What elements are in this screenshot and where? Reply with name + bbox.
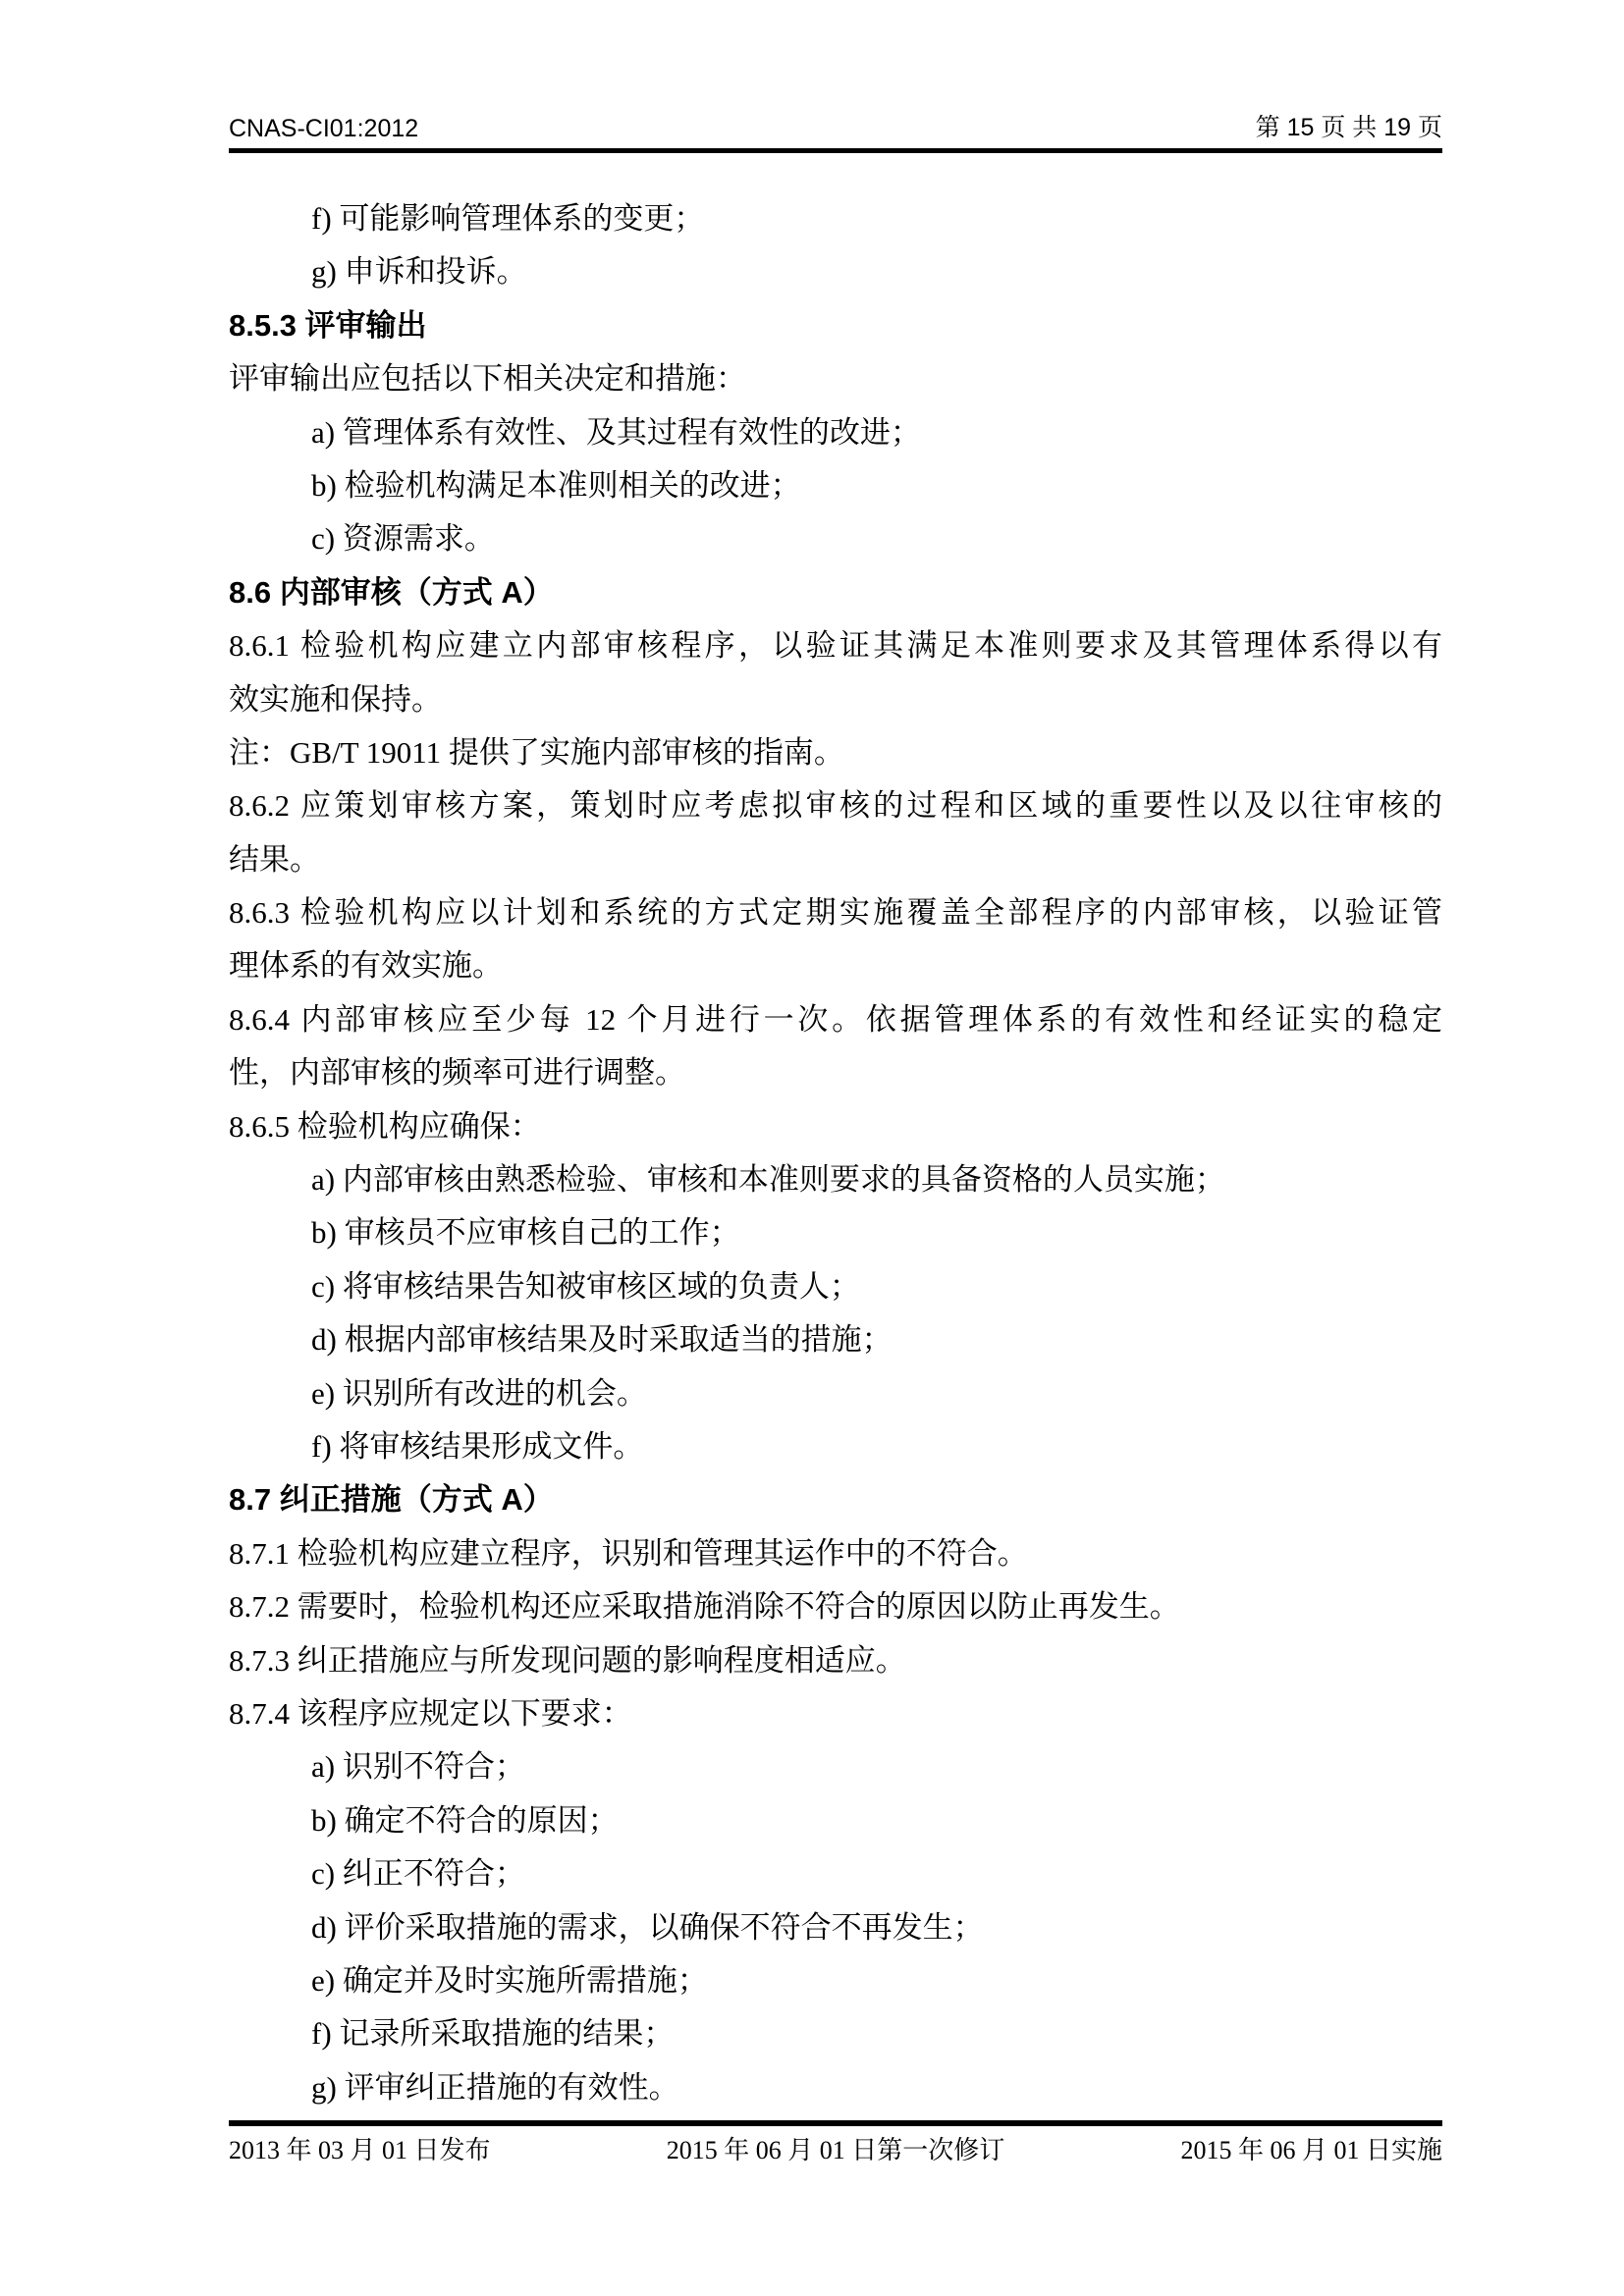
text-line: f) 可能影响管理体系的变更； [311, 201, 705, 236]
text-line: b) 审核员不应审核自己的工作； [311, 1215, 740, 1251]
footer-published-date: 2013 年 03 月 01 日发布 [229, 2135, 491, 2164]
section-heading: 8.6 内部审核（方式 A） [229, 574, 554, 610]
text-line: 注：GB/T 19011 提供了实施内部审核的指南。 [229, 734, 844, 770]
text-line: c) 资源需求。 [311, 521, 495, 557]
text-line: f) 记录所采取措施的结果； [311, 2016, 675, 2052]
text-line: e) 识别所有改进的机会。 [311, 1375, 647, 1411]
text-line: c) 纠正不符合； [311, 1856, 525, 1892]
section-heading: 8.5.3 评审输出 [229, 307, 427, 343]
text-line: 8.6.4 内部审核应至少每 12 个月进行一次。依据管理体系的有效性和经证实的稳定 [229, 1001, 1442, 1037]
text-line: d) 评价采取措施的需求，以确保不符合不再发生； [311, 1909, 984, 1945]
page-number: 第 15 页 共 19 页 [1255, 114, 1442, 141]
footer-implemented-date: 2015 年 06 月 01 日实施 [1180, 2135, 1442, 2164]
text-line: d) 根据内部审核结果及时采取适当的措施； [311, 1322, 893, 1358]
text-line: a) 内部审核由熟悉检验、审核和本准则要求的具备资格的人员实施； [311, 1162, 1225, 1198]
text-line: c) 将审核结果告知被审核区域的负责人； [311, 1268, 860, 1304]
text-line: 8.6.1 检验机构应建立内部审核程序，以验证其满足本准则要求及其管理体系得以有 [229, 628, 1442, 664]
text-line: 结果。 [229, 841, 320, 877]
document-body [229, 192, 1442, 2114]
header-rule [229, 148, 1442, 153]
text-line: 8.7.3 纠正措施应与所发现问题的影响程度相适应。 [229, 1642, 906, 1678]
text-line: 8.7.1 检验机构应建立程序，识别和管理其运作中的不符合。 [229, 1535, 1028, 1571]
text-line: a) 管理体系有效性、及其过程有效性的改进； [311, 414, 921, 450]
text-line: 8.6.5 检验机构应确保： [229, 1108, 541, 1144]
footer-rule [229, 2120, 1442, 2126]
doc-code: CNAS-CI01:2012 [229, 115, 419, 142]
text-line: 8.7.2 需要时，检验机构还应采取措施消除不符合的原因以防止再发生。 [229, 1589, 1180, 1625]
text-line: b) 确定不符合的原因； [311, 1802, 619, 1838]
text-line: 8.6.2 应策划审核方案，策划时应考虑拟审核的过程和区域的重要性以及以往审核的 [229, 788, 1442, 824]
text-line: 8.6.3 检验机构应以计划和系统的方式定期实施覆盖全部程序的内部审核，以验证管 [229, 895, 1442, 931]
text-line: 8.7.4 该程序应规定以下要求： [229, 1695, 632, 1731]
text-line: 理体系的有效实施。 [229, 948, 503, 984]
text-line: a) 识别不符合； [311, 1749, 525, 1785]
text-line: g) 申诉和投诉。 [311, 254, 527, 290]
text-line: f) 将审核结果形成文件。 [311, 1428, 644, 1464]
page-header [229, 110, 1442, 143]
page-footer [229, 2128, 1442, 2167]
text-line: b) 检验机构满足本准则相关的改进； [311, 467, 801, 503]
text-line: g) 评审纠正措施的有效性。 [311, 2069, 679, 2105]
footer-revised-date: 2015 年 06 月 01 日第一次修订 [666, 2135, 1005, 2164]
text-line: 评审输出应包括以下相关决定和措施： [229, 361, 746, 397]
text-line: 效实施和保持。 [229, 681, 442, 717]
section-heading: 8.7 纠正措施（方式 A） [229, 1482, 554, 1518]
text-line: 性，内部审核的频率可进行调整。 [229, 1055, 685, 1091]
text-line: e) 确定并及时实施所需措施； [311, 1962, 708, 1998]
